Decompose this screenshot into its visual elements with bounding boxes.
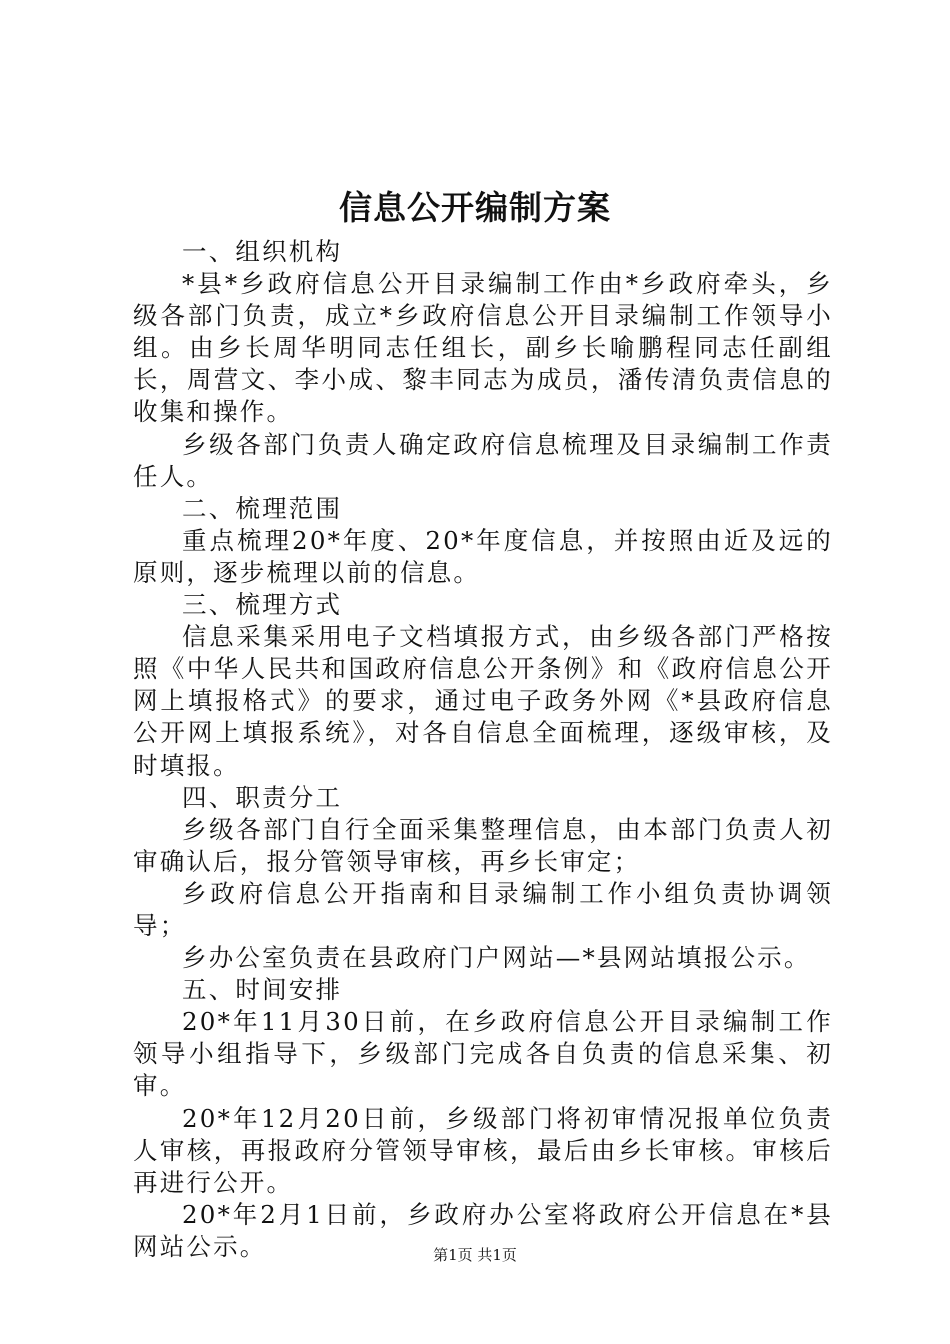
paragraph-method: 信息采集采用电子文档填报方式，由乡级各部门严格按照《中华人民共和国政府信息公开条例》和《政府信息公开网上填报格式》的要求，通过电子政务外网《*县政府信息公开网上填报系统》，对各自信息全面梳理，逐级审核，及时填报。	[133, 622, 833, 780]
paragraph-schedule-february: 20*年2月1日前，乡政府办公室将政府公开信息在*县网站公示。	[133, 1199, 833, 1261]
section-heading-duties: 四、职责分工	[182, 782, 343, 812]
paragraph-schedule-november: 20*年11月30日前，在乡政府信息公开目录编制工作领导小组指导下，乡级部门完成各自负责的信息采集、初审。	[133, 1007, 833, 1101]
paragraph-schedule-december: 20*年12月20日前，乡级部门将初审情况报单位负责人审核，再报政府分管领导审核，最后由乡长审核。审核后再进行公开。	[133, 1103, 833, 1197]
section-heading-schedule: 五、时间安排	[182, 975, 343, 1005]
paragraph-duties-departments: 乡级各部门自行全面采集整理信息，由本部门负责人初审确认后，报分管领导审核，再乡长审定；	[133, 814, 833, 876]
page-number-footer: 第1页 共1页	[433, 1246, 517, 1264]
paragraph-responsible-persons: 乡级各部门负责人确定政府信息梳理及目录编制工作责任人。	[133, 429, 833, 491]
section-heading-scope: 二、梳理范围	[182, 493, 343, 523]
section-heading-organization: 一、组织机构	[182, 237, 343, 266]
paragraph-organization-members: *县*乡政府信息公开目录编制工作由*乡政府牵头，乡级各部门负责，成立*乡政府信息公开目录编制工作领导小组。由乡长周华明同志任组长，副乡长喻鹏程同志任副组长，周营文、李小成、黎丰同志为成员，潘传清负责信息的收集和操作。	[133, 269, 833, 427]
section-heading-method: 三、梳理方式	[182, 590, 343, 620]
document-title: 信息公开编制方案	[339, 188, 611, 227]
document-body	[133, 236, 833, 1263]
paragraph-duties-office: 乡办公室负责在县政府门户网站—*县网站填报公示。	[182, 943, 811, 973]
paragraph-scope: 重点梳理20*年度、20*年度信息，并按照由近及远的原则，逐步梳理以前的信息。	[133, 525, 833, 587]
paragraph-duties-group: 乡政府信息公开指南和目录编制工作小组负责协调领导；	[133, 878, 833, 940]
